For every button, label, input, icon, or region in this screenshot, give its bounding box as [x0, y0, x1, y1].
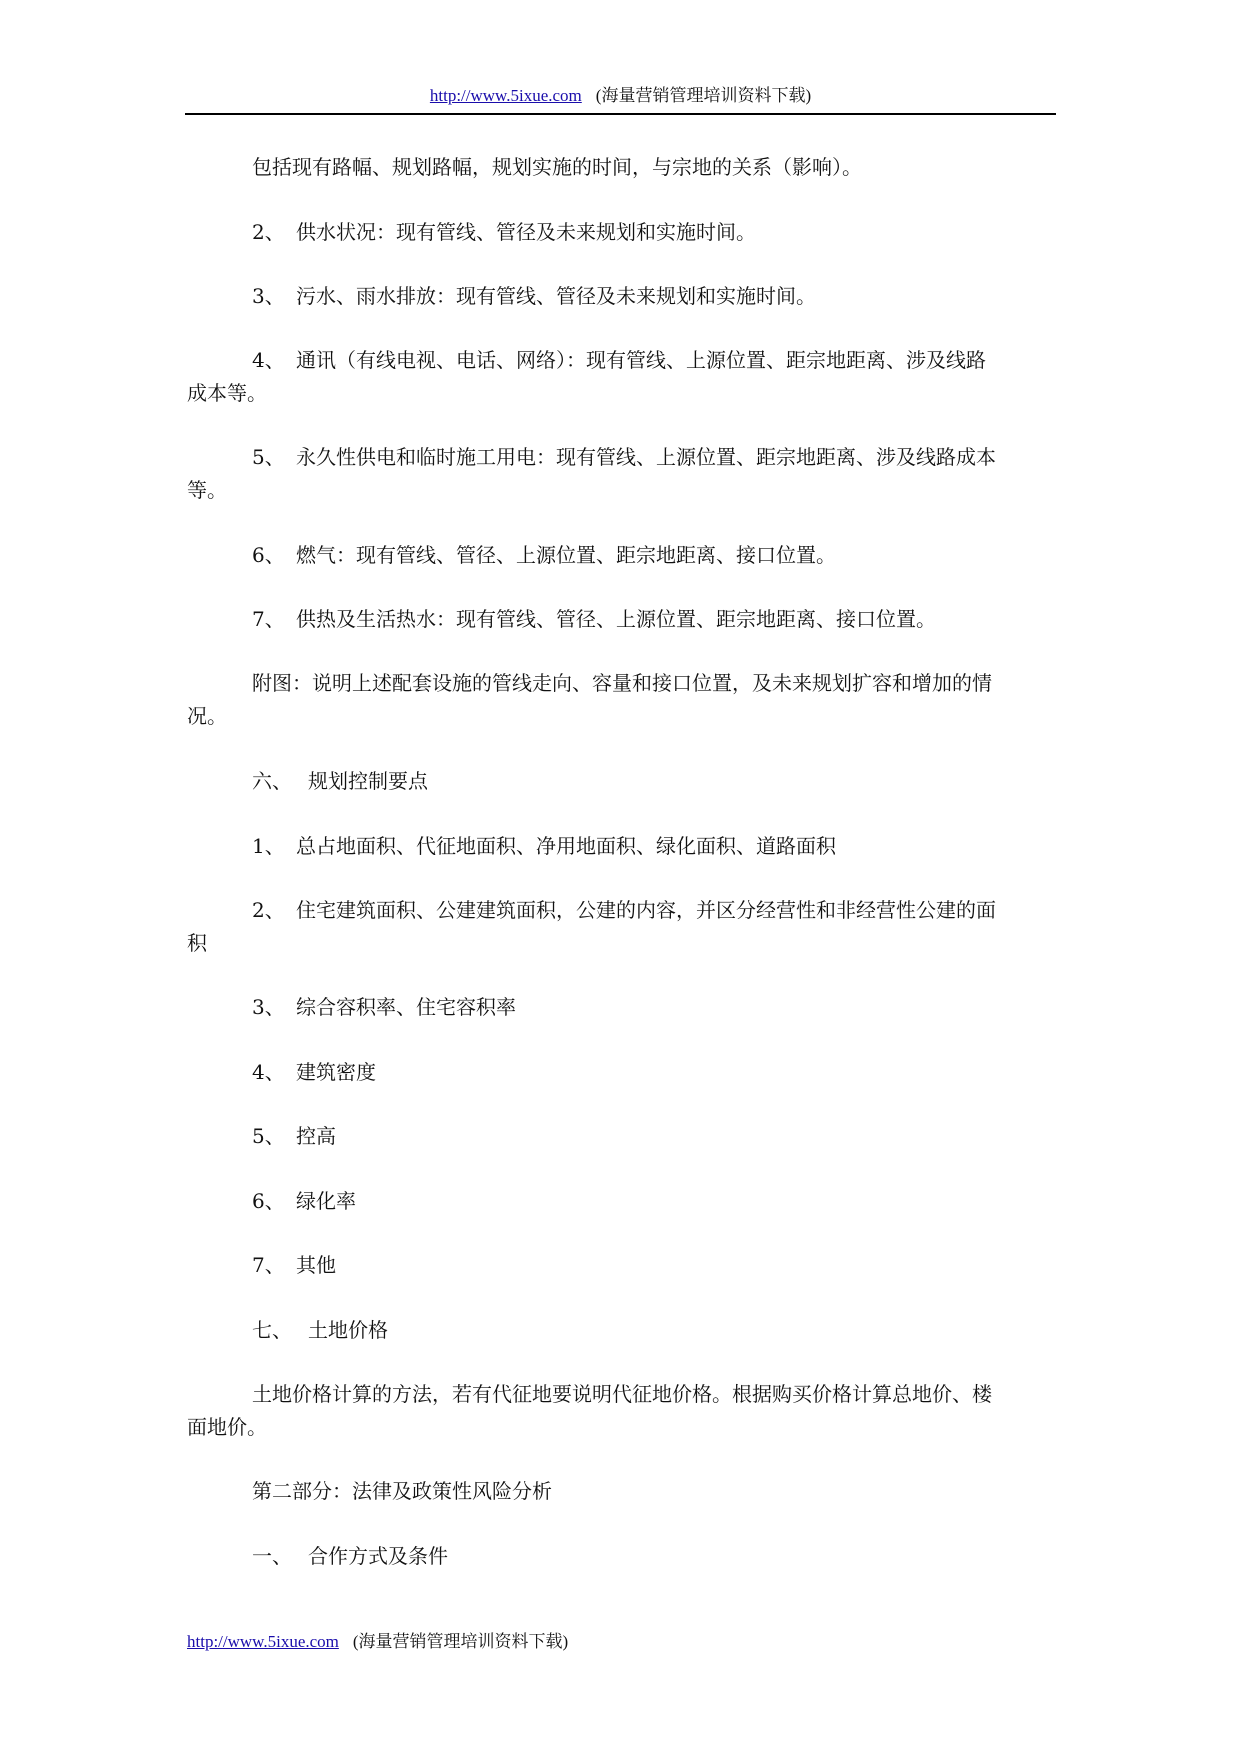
- list-item-text: 供热及生活热水：现有管线、管径、上源位置、距宗地距离、接口位置。: [296, 607, 936, 631]
- section-title: 土地价格: [308, 1318, 388, 1342]
- list-item-text: 永久性供电和临时施工用电：现有管线、上源位置、距宗地距离、涉及线路成本: [296, 445, 996, 469]
- list-item-building-area-continued: 积: [187, 931, 207, 955]
- list-item-text: 住宅建筑面积、公建建筑面积，公建的内容，并区分经营性和非经营性公建的面: [296, 898, 996, 922]
- list-item-plot-ratio: [252, 995, 516, 1019]
- paragraph-road: 包括现有路幅、规划路幅，规划实施的时间，与宗地的关系（影响）。: [252, 155, 862, 179]
- list-item-water-supply: [252, 220, 756, 244]
- list-item-gas: [252, 543, 836, 567]
- list-item-power: [252, 445, 996, 469]
- paragraph-figure-note-continued: 况。: [187, 704, 227, 728]
- list-item-power-continued: 等。: [187, 478, 227, 502]
- paragraph-figure-note: 附图：说明上述配套设施的管线走向、容量和接口位置，及未来规划扩容和增加的情: [252, 671, 992, 695]
- list-item-text: 其他: [296, 1253, 336, 1277]
- list-item-number: 2、: [252, 220, 285, 244]
- list-item-number: 6、: [252, 543, 285, 567]
- list-item-drainage: [252, 284, 816, 308]
- list-item-text: 污水、雨水排放：现有管线、管径及未来规划和实施时间。: [296, 284, 816, 308]
- list-item-number: 3、: [252, 284, 285, 308]
- list-item-text: 控高: [296, 1124, 336, 1148]
- page-footer: [187, 1632, 568, 1652]
- list-item-height-control: [252, 1124, 336, 1148]
- footer-link[interactable]: http://www.5ixue.com: [187, 1632, 339, 1651]
- list-item-land-area: [252, 834, 836, 858]
- list-item-building-density: [252, 1060, 376, 1084]
- paragraph-land-price-continued: 面地价。: [187, 1415, 267, 1439]
- section-title: 合作方式及条件: [308, 1544, 448, 1568]
- section-heading-cooperation: [252, 1544, 448, 1568]
- header-link[interactable]: http://www.5ixue.com: [429, 86, 582, 105]
- list-item-number: 2、: [252, 898, 285, 922]
- section-title: 规划控制要点: [308, 769, 428, 793]
- list-item-number: 5、: [252, 445, 285, 469]
- list-item-text: 通讯（有线电视、电话、网络）：现有管线、上源位置、距宗地距离、涉及线路: [296, 348, 986, 372]
- list-item-text: 燃气：现有管线、管径、上源位置、距宗地距离、接口位置。: [296, 543, 836, 567]
- list-item-number: 7、: [252, 607, 285, 631]
- list-item-heating: [252, 607, 936, 631]
- list-item-number: 1、: [252, 834, 285, 858]
- list-item-text: 建筑密度: [296, 1060, 376, 1084]
- list-item-number: 5、: [252, 1124, 285, 1148]
- list-item-text: 供水状况：现有管线、管径及未来规划和实施时间。: [296, 220, 756, 244]
- footer-note: (海量营销管理培训资料下载): [352, 1632, 569, 1651]
- list-item-number: 4、: [252, 1060, 285, 1084]
- page-header: [185, 86, 1056, 106]
- section-number: 六、: [252, 769, 292, 793]
- list-item-text: 综合容积率、住宅容积率: [296, 995, 516, 1019]
- part-heading-legal-risk: 第二部分：法律及政策性风险分析: [252, 1479, 552, 1503]
- list-item-building-area: [252, 898, 996, 922]
- list-item-text: 绿化率: [296, 1189, 356, 1213]
- list-item-telecom-continued: 成本等。: [187, 381, 267, 405]
- list-item-telecom: [252, 348, 986, 372]
- list-item-text: 总占地面积、代征地面积、净用地面积、绿化面积、道路面积: [296, 834, 836, 858]
- list-item-green-ratio: [252, 1189, 356, 1213]
- section-number: 一、: [252, 1544, 292, 1568]
- header-note: (海量营销管理培训资料下载): [595, 86, 812, 105]
- list-item-other: [252, 1253, 336, 1277]
- section-heading-land-price: [252, 1318, 388, 1342]
- list-item-number: 4、: [252, 348, 285, 372]
- header-divider: [185, 113, 1056, 115]
- list-item-number: 7、: [252, 1253, 285, 1277]
- paragraph-land-price: 土地价格计算的方法，若有代征地要说明代征地价格。根据购买价格计算总地价、楼: [252, 1382, 992, 1406]
- list-item-number: 6、: [252, 1189, 285, 1213]
- list-item-number: 3、: [252, 995, 285, 1019]
- section-number: 七、: [252, 1318, 292, 1342]
- section-heading-planning-control: [252, 769, 428, 793]
